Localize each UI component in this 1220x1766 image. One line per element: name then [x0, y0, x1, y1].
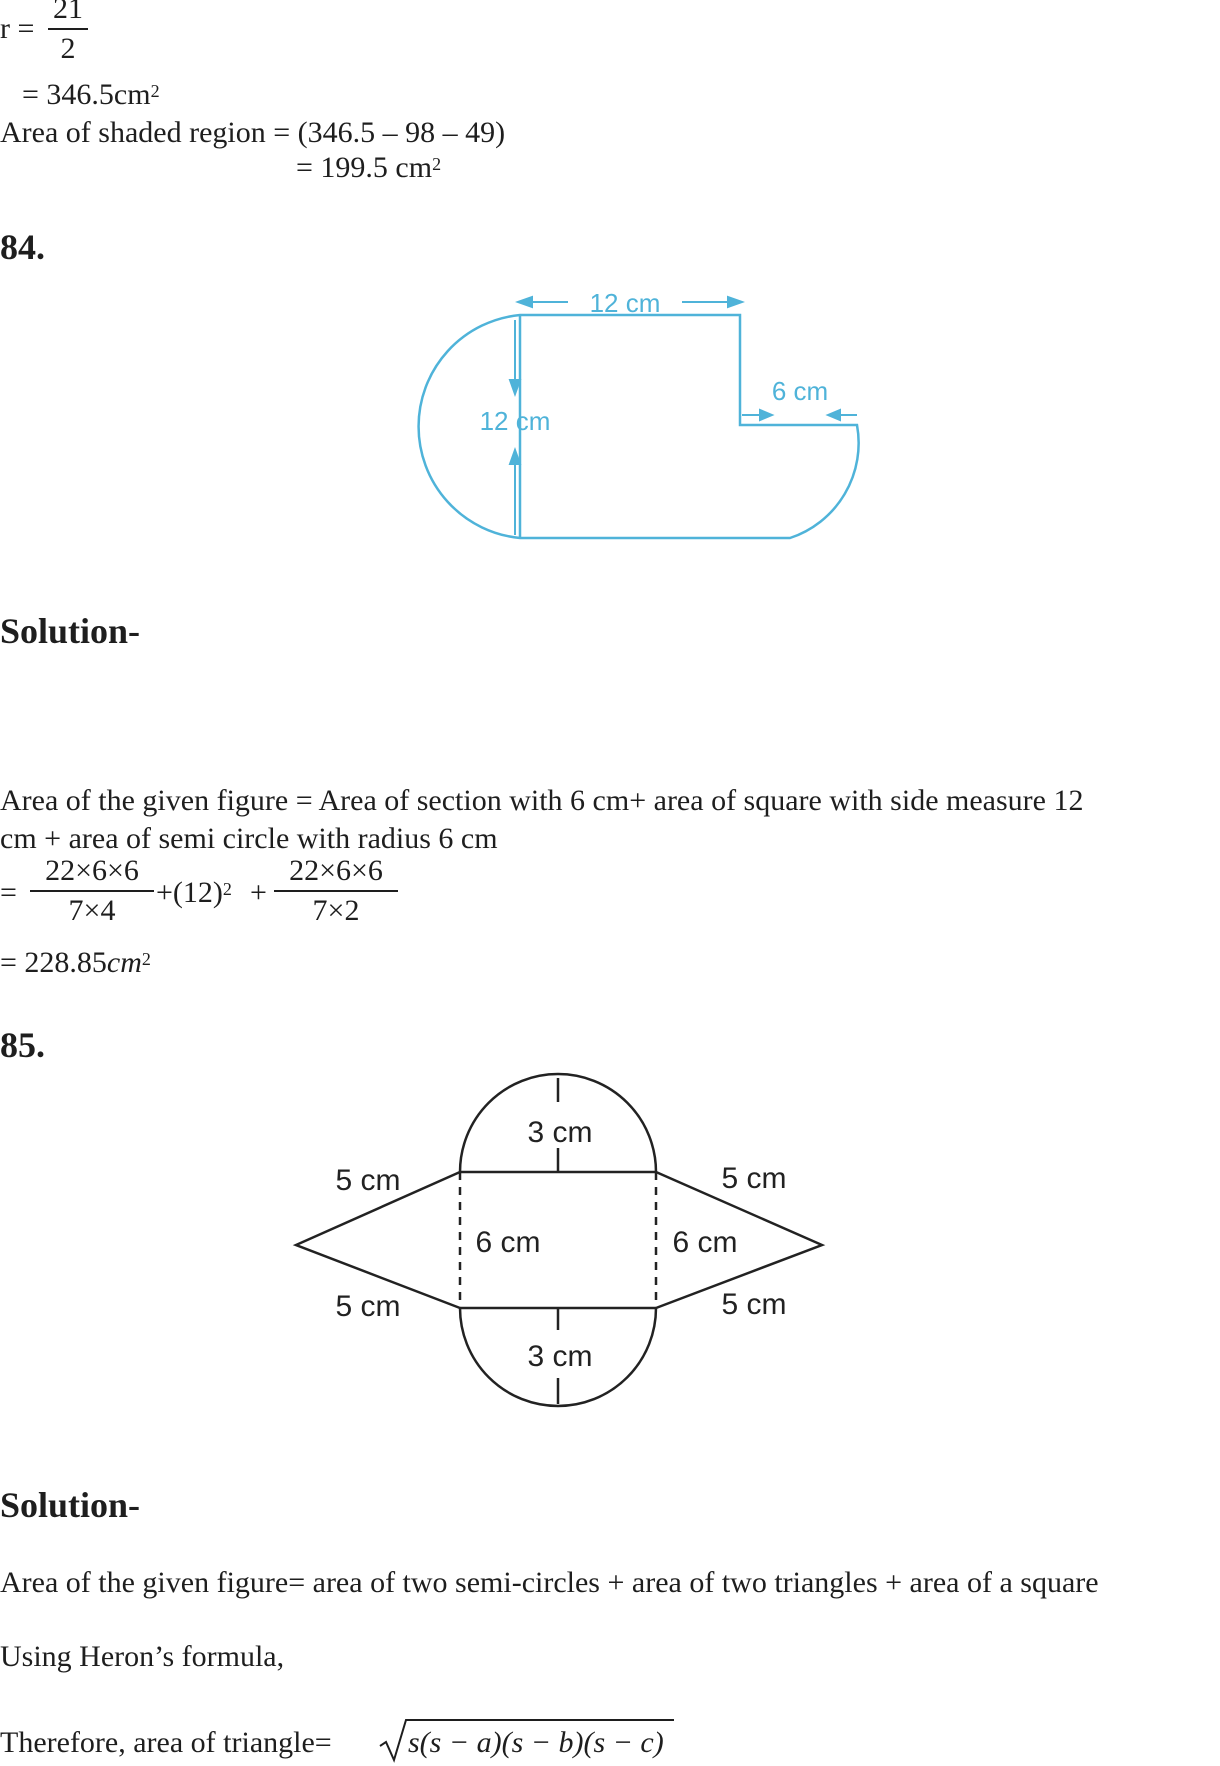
solution-85-heading: Solution- — [0, 1485, 141, 1525]
figure-84-top-label: 12 cm — [589, 288, 661, 318]
r-label: r = — [0, 12, 35, 45]
shaded-region-result: = 199.5 $cm^2$ — [296, 151, 442, 184]
equation-84-equals: = — [0, 876, 17, 909]
figure-85-right-side-label: 6 cm — [672, 1226, 738, 1259]
figure-85-right-lower-label: 5 cm — [721, 1288, 787, 1321]
equation-84-square-term: $+(12)^2$ — [156, 876, 232, 909]
figure-85-left-lower-label: 5 cm — [335, 1290, 401, 1323]
figure-85-left-upper-label: 5 cm — [335, 1164, 401, 1197]
question-85-number: 85. — [0, 1025, 45, 1065]
figure-84-left-label: 12 cm — [479, 406, 551, 436]
equation-84-result: = $228.85cm^2$ — [0, 946, 151, 979]
equation-84-fraction-1-den: 7×4 — [68, 894, 116, 927]
figure-84-arrows — [510, 297, 857, 535]
equation-84-plus: + — [250, 876, 267, 909]
equation-84-fraction-2 — [274, 854, 398, 928]
figure-85-top-label: 3 cm — [527, 1116, 593, 1149]
solution-85-para-2: Using Heron’s formula, — [0, 1640, 285, 1673]
shaded-region-line: Area of shaded region = (346.5 – 98 – 49) — [0, 116, 506, 149]
equation-84-fraction-1-num: 22×6×6 — [45, 854, 139, 887]
equation-84-fraction-1 — [30, 854, 154, 928]
figure-85-left-side-label: 6 cm — [475, 1226, 541, 1259]
question-84-number: 84. — [0, 227, 45, 267]
equation-84-fraction-2-num: 22×6×6 — [289, 854, 383, 887]
r-denominator: 2 — [60, 32, 76, 65]
figure-85-bottom-label: 3 cm — [527, 1340, 593, 1373]
area-line-1: = $346.5cm^2$ — [22, 78, 160, 111]
solution-84-heading: Solution- — [0, 611, 141, 651]
r-numerator: 21 — [53, 0, 83, 25]
figure-85 — [280, 1068, 840, 1418]
r-fraction — [48, 0, 88, 66]
solution-84-para-line-2: cm + area of semi circle with radius 6 cm — [0, 822, 498, 855]
solution-85-para-1: Area of the given figure= area of two semi-circles + area of two triangles + area of a square — [0, 1566, 1099, 1599]
figure-85-right-upper-label: 5 cm — [721, 1162, 787, 1195]
heron-formula: s(s − a)(s − b)(s − c) — [408, 1726, 664, 1759]
equation-84-fraction-2-den: 7×2 — [312, 894, 360, 927]
solution-84-para-line-1: Area of the given figure = Area of section with 6 cm+ area of square with side measure 12 — [0, 784, 1084, 817]
figure-84 — [390, 270, 870, 550]
figure-84-right-label: 6 cm — [771, 376, 829, 406]
solution-85-para-3: Therefore, area of triangle= — [0, 1726, 332, 1759]
